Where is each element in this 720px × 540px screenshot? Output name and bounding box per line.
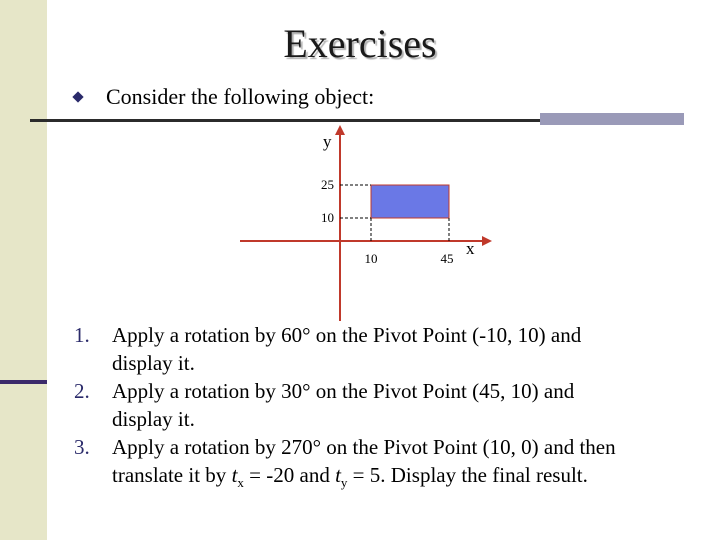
y-axis-label: y xyxy=(323,132,332,151)
y-axis-arrow-icon xyxy=(335,125,345,135)
exercise-text-line xyxy=(112,461,714,497)
y-tick-25: 25 xyxy=(321,177,334,192)
intro-bullet xyxy=(74,84,374,110)
ty-subscript: y xyxy=(340,475,348,491)
tx-variable: t xyxy=(231,463,238,487)
exercise-text-line: Apply a rotation by 30° on the Pivot Point (45, 10) and xyxy=(112,379,575,403)
exercise-text-line: display it. xyxy=(112,407,195,431)
exercise-item xyxy=(74,377,714,433)
x-axis-label: x xyxy=(466,239,475,258)
x-axis-arrow-icon xyxy=(482,236,492,246)
intro-text: Consider the following object: xyxy=(106,84,375,109)
exercise-list xyxy=(74,321,714,497)
x-tick-45: 45 xyxy=(440,251,454,266)
translate-prefix: translate it by xyxy=(112,463,232,487)
translate-end: = 5. Display the final result. xyxy=(347,463,588,487)
exercise-text-line: Apply a rotation by 270° on the Pivot Point (10, 0) and then xyxy=(112,435,616,459)
exercise-number: 1. xyxy=(74,323,90,347)
left-decor-accent xyxy=(0,380,47,384)
exercise-number: 2. xyxy=(74,379,90,403)
y-tick-10: 10 xyxy=(321,210,334,225)
exercise-item xyxy=(74,321,714,377)
ty-variable: t xyxy=(335,463,341,487)
header-rule-accent xyxy=(540,113,684,125)
exercise-item xyxy=(74,433,714,497)
left-decor-strip xyxy=(0,0,47,540)
slide-title: Exercises xyxy=(283,21,437,66)
exercise-number: 3. xyxy=(74,435,90,459)
exercise-text-line: Apply a rotation by 60° on the Pivot Point (-10, 10) and xyxy=(112,323,582,347)
object-rectangle xyxy=(371,185,449,218)
coordinate-figure xyxy=(230,125,510,325)
diamond-bullet-icon xyxy=(72,91,83,102)
exercise-text-line: display it. xyxy=(112,351,195,375)
x-tick-10: 10 xyxy=(364,251,378,266)
tx-subscript: x xyxy=(237,475,244,491)
translate-middle: = -20 and xyxy=(243,463,336,487)
coordinate-plot xyxy=(230,125,510,325)
